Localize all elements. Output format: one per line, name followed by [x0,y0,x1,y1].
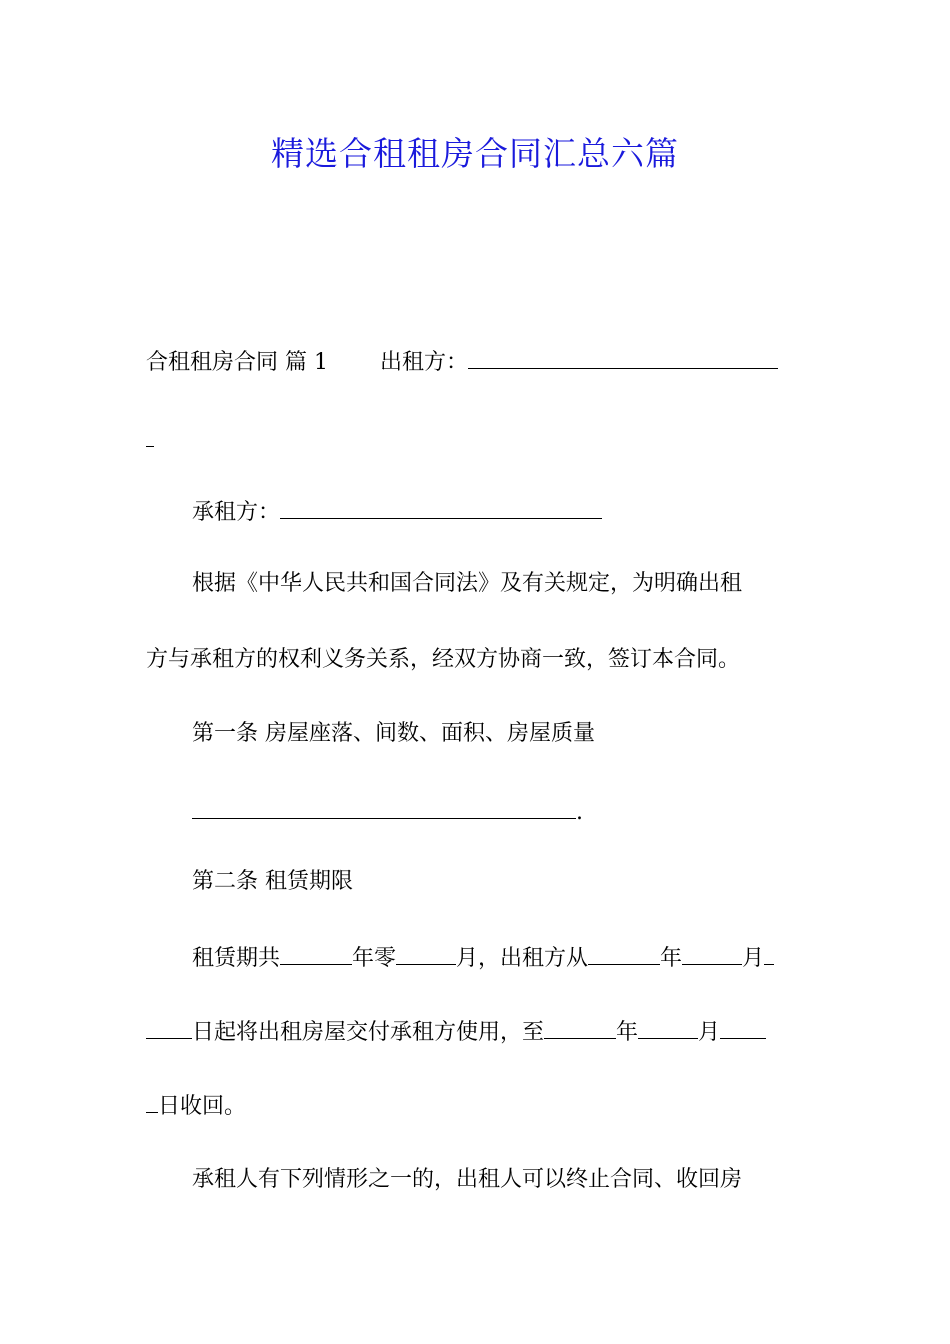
lease-term-line-1 [192,938,774,977]
lease-term-line-2 [146,1012,766,1051]
contract-heading-line [146,342,778,381]
start-day-blank-start [764,938,774,965]
paragraph-basis-line-1: 根据《中华人民共和国合同法》及有关规定，为明确出租 [192,571,743,596]
end-day-blank-start [720,1012,766,1039]
lease-years-blank [280,938,352,965]
lessor-label: 出租方： [379,350,468,375]
end-month-blank [638,1012,698,1039]
contract-section-heading: 合租租房合同 篇 1 [146,350,328,375]
lease-months-blank [396,938,456,965]
paragraph-basis-line-2: 方与承租方的权利义务关系，经双方协商一致，签订本合同。 [146,647,741,672]
article-one-blank [192,792,576,819]
article-one-heading: 第一条 房屋座落、间数、面积、房屋质量 [192,721,595,746]
lessee-label: 承租方： [192,500,281,525]
lessee-line [192,492,602,531]
article-one-blank-line [192,792,583,831]
start-day-blank-end [146,1012,192,1039]
termination-clause-line-1: 承租人有下列情形之一的，出租人可以终止合同、收回房 [192,1167,743,1192]
lease-term-text-e: 月 [742,946,765,971]
lease-term-text-c: 月，出租方从 [456,946,589,971]
document-title: 精选合租租房合同汇总六篇 [271,134,679,173]
article-two-heading: 第二条 租赁期限 [192,869,353,894]
lease-term-text-b: 年零 [352,946,397,971]
lessor-blank-continuation-line [146,420,154,459]
article-one-period: . [576,800,583,825]
lessor-blank [468,342,778,369]
lease-term-text-h: 月 [698,1020,721,1045]
lease-term-line-3 [146,1086,246,1125]
lessee-blank [280,492,602,519]
lease-term-text-a: 租赁期共 [192,946,281,971]
end-year-blank [544,1012,616,1039]
lease-term-text-d: 年 [660,946,683,971]
start-month-blank [682,938,742,965]
lease-term-text-g: 年 [616,1020,639,1045]
start-year-blank [588,938,660,965]
lessor-blank-continuation [146,420,154,447]
end-day-blank-end [146,1086,158,1113]
lease-term-text-f: 日起将出租房屋交付承租方使用，至 [192,1020,545,1045]
lease-term-text-i: 日收回。 [158,1094,247,1119]
